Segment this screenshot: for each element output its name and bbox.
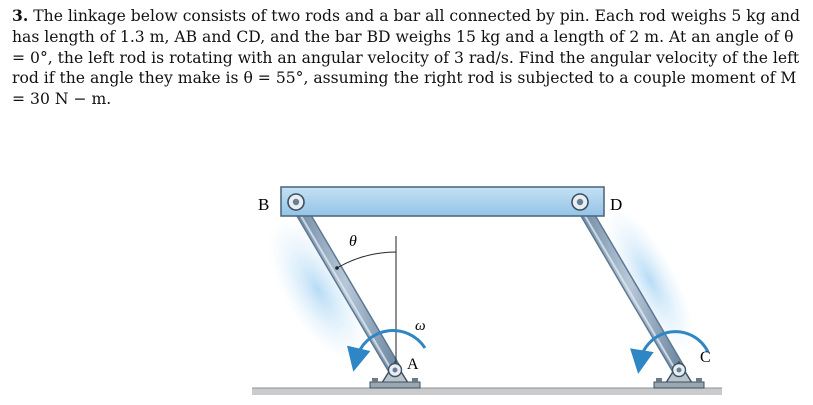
pin-d [572,194,588,210]
label-c: C [700,349,711,366]
label-omega: ω [415,318,426,334]
label-d: D [610,195,623,214]
ground [252,388,722,395]
problem-text: The linkage below consists of two rods and a bar all connected by pin. Each rod weighs 5 kg and has length of 1.3 m, AB and CD, and the bar BD weighs 15 kg and a length of 2 m. At an angle of θ = 0°, the left rod is rotating with an angular velocity of 3 rad/s. Find the angular velocity of the left rod if the angle they make is θ = 55°, assuming the right rod is subjected to a couple moment of M = 30 N − m. [12,7,801,109]
support-c [654,362,704,388]
label-a: A [407,356,419,373]
bar-bd [281,187,604,216]
motion-blur-right [589,195,712,364]
problem-number: 3. [12,6,29,25]
label-b: B [258,195,270,214]
pin-b [288,194,304,210]
label-theta: θ [349,233,357,250]
